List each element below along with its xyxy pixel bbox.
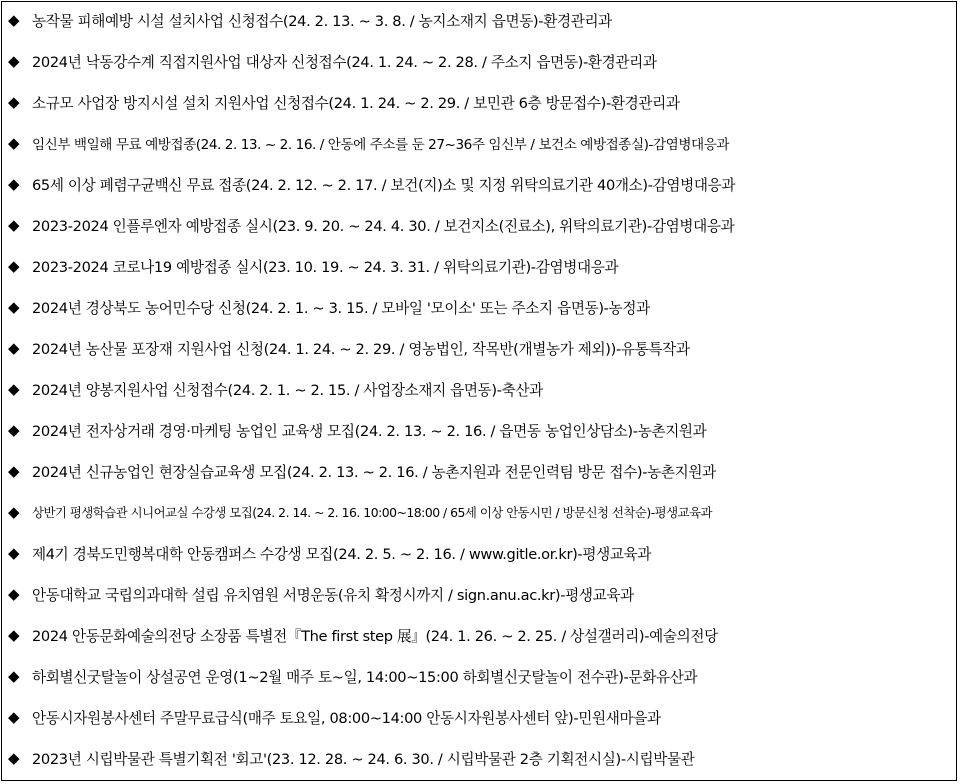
notice-item[interactable] (8, 7, 612, 33)
notice-text: 2023년 시립박물관 특별기획전 '회고'(23. 12. 28. ~ 24. 6. 30. / 시립박물관 2층 기획전시실)-시립박물관 (32, 750, 695, 768)
diamond-bullet-icon: ◆ (8, 92, 20, 111)
notice-item[interactable] (8, 212, 734, 238)
notice-item[interactable] (8, 48, 657, 74)
notice-text: 하회별신굿탈놀이 상설공연 운영(1~2월 매주 토~일, 14:00~15:00 하회별신굿탈놀이 전수관)-문화유산과 (32, 668, 698, 686)
notice-item[interactable] (8, 745, 695, 771)
notice-text: 안동시자원봉사센터 주말무료급식(매주 토요일, 08:00~14:00 안동시자원봉사센터 앞)-민원새마을과 (32, 709, 661, 727)
notice-item[interactable] (8, 253, 618, 279)
notice-item[interactable] (8, 704, 661, 730)
diamond-bullet-icon: ◆ (8, 51, 20, 70)
notice-text: 2024년 전자상거래 경영·마케팅 농업인 교육생 모집(24. 2. 13. ~ 2. 16. / 읍면동 농업인상담소)-농촌지원과 (32, 422, 707, 440)
notice-text: 농작물 피해예방 시설 설치사업 신청접수(24. 2. 13. ~ 3. 8. / 농지소재지 읍면동)-환경관리과 (32, 12, 612, 30)
diamond-bullet-icon: ◆ (8, 707, 20, 726)
notice-item[interactable] (8, 171, 735, 197)
notice-text: 2024년 양봉지원사업 신청접수(24. 2. 1. ~ 2. 15. / 사업장소재지 읍면동)-축산과 (32, 381, 543, 399)
notice-text: 2024 안동문화예술의전당 소장품 특별전『The first step 展』(24. 1. 26. ~ 2. 25. / 상설갤러리)-예술의전당 (32, 627, 718, 645)
notice-text: 소규모 사업장 방지시설 설치 지원사업 신청접수(24. 1. 24. ~ 2. 29. / 보민관 6층 방문접수)-환경관리과 (32, 94, 680, 112)
diamond-bullet-icon: ◆ (8, 297, 20, 316)
notice-item[interactable] (8, 540, 651, 566)
diamond-bullet-icon: ◆ (8, 543, 20, 562)
diamond-bullet-icon: ◆ (8, 420, 20, 439)
notice-text: 임신부 백일해 무료 예방접종(24. 2. 13. ~ 2. 16. / 안동에 주소를 둔 27~36주 임신부 / 보건소 예방접종실)-감염병대응과 (32, 137, 730, 153)
diamond-bullet-icon: ◆ (8, 338, 20, 357)
notice-item[interactable] (8, 499, 712, 525)
diamond-bullet-icon: ◆ (8, 748, 20, 767)
diamond-bullet-icon: ◆ (8, 461, 20, 480)
diamond-bullet-icon: ◆ (8, 256, 20, 275)
notice-text: 2024년 낙동강수계 직접지원사업 대상자 신청접수(24. 1. 24. ~ 2. 28. / 주소지 읍면동)-환경관리과 (32, 53, 657, 71)
diamond-bullet-icon: ◆ (8, 625, 20, 644)
notice-text: 제4기 경북도민행복대학 안동캠퍼스 수강생 모집(24. 2. 5. ~ 2. 16. / www.gitle.or.kr)-평생교육과 (32, 545, 652, 563)
diamond-bullet-icon: ◆ (8, 379, 20, 398)
diamond-bullet-icon: ◆ (8, 174, 20, 193)
notice-text: 2024년 농산물 포장재 지원사업 신청(24. 1. 24. ~ 2. 29. / 영농법인, 작목반(개별농가 제외))-유통특작과 (32, 340, 690, 358)
diamond-bullet-icon: ◆ (8, 502, 20, 521)
notice-item[interactable] (8, 663, 697, 689)
diamond-bullet-icon: ◆ (8, 215, 20, 234)
notice-item[interactable] (8, 581, 634, 607)
notice-item[interactable] (8, 622, 718, 648)
notice-item[interactable] (8, 335, 690, 361)
notice-text: 안동대학교 국립의과대학 설립 유치염원 서명운동(유치 확정시까지 / sign.anu.ac.kr)-평생교육과 (32, 586, 634, 604)
notice-text: 2023-2024 코로나19 예방접종 실시(23. 10. 19. ~ 24. 3. 31. / 위탁의료기관)-감염병대응과 (32, 258, 619, 276)
notice-item[interactable] (8, 130, 729, 156)
notice-text: 2023-2024 인플루엔자 예방접종 실시(23. 9. 20. ~ 24. 4. 30. / 보건지소(진료소), 위탁의료기관)-감염병대응과 (32, 217, 735, 235)
diamond-bullet-icon: ◆ (8, 584, 20, 603)
diamond-bullet-icon: ◆ (8, 666, 20, 685)
notice-item[interactable] (8, 294, 650, 320)
notice-item[interactable] (8, 89, 680, 115)
notice-list-frame (1, 1, 957, 781)
notice-item[interactable] (8, 417, 706, 443)
diamond-bullet-icon: ◆ (8, 10, 20, 29)
notice-item[interactable] (8, 376, 543, 402)
notice-text: 2024년 경상북도 농어민수당 신청(24. 2. 1. ~ 3. 15. / 모바일 '모이소' 또는 주소지 읍면동)-농정과 (32, 299, 650, 317)
notice-item[interactable] (8, 458, 716, 484)
notice-text: 상반기 평생학습관 시니어교실 수강생 모집(24. 2. 14. ~ 2. 16. 10:00~18:00 / 65세 이상 안동시민 / 방문신청 선착순)-평생교육과 (32, 505, 713, 520)
notice-text: 2024년 신규농업인 현장실습교육생 모집(24. 2. 13. ~ 2. 16. / 농촌지원과 전문인력팀 방문 접수)-농촌지원과 (32, 463, 716, 481)
diamond-bullet-icon: ◆ (8, 133, 20, 152)
notice-text: 65세 이상 폐렴구균백신 무료 접종(24. 2. 12. ~ 2. 17. / 보건(지)소 및 지정 위탁의료기관 40개소)-감염병대응과 (32, 176, 736, 194)
